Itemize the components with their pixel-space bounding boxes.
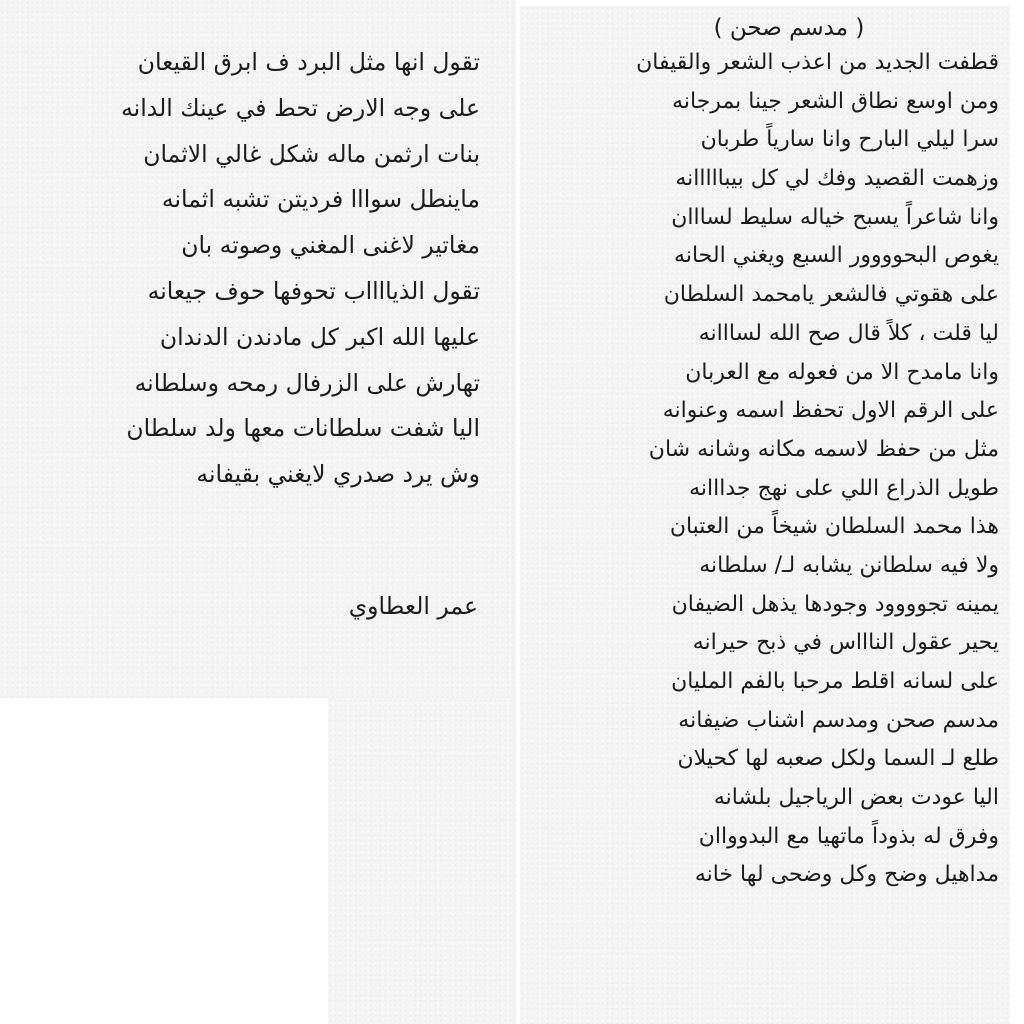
verse-line: ومن اوسع نطاق الشعر جينا بمرجانه bbox=[672, 88, 999, 114]
verse-line: اليا عودت بعض الرياجيل بلشانه bbox=[713, 785, 999, 811]
verse-line: بنات ارثمن ماله شكل غالي الاثمان bbox=[143, 139, 480, 168]
verse-line: مغاتير لاغنى المغني وصوته بان bbox=[181, 231, 480, 260]
verse-line: مداهيل وضح وكل وضحى لها خانه bbox=[694, 862, 999, 888]
poem-title: ( مدسم صحن ) bbox=[713, 15, 865, 41]
verse-line: سرا ليلي البارح وانا سارياً طربان bbox=[700, 127, 999, 153]
verse-line: عليها الله اكبر كل مادندن الدندان bbox=[159, 322, 480, 351]
verse-line: اليا شفت سلطانات معها ولد سلطان bbox=[126, 414, 480, 443]
verse-line: ليا قلت ، كلاً قال صح الله لسااانه bbox=[698, 320, 999, 346]
poem-left-column bbox=[20, 40, 480, 498]
verse-line: يمينه تجوووود وجودها يذهل الضيفان bbox=[671, 591, 999, 617]
verse-line: وش يرد صدري لايغني بقيفانه bbox=[196, 460, 480, 489]
verse-line: على الرقم الاول تحفظ اسمه وعنوانه bbox=[662, 398, 999, 424]
verse-line: هذا محمد السلطان شيخاً من العتبان bbox=[669, 514, 999, 540]
verse-line: وانا شاعراً يسبح خياله سليط لسااان bbox=[671, 204, 999, 230]
verse-line: طويل الذراع اللي على نهج جدااانه bbox=[689, 475, 999, 501]
verse-line: وانا مامدح الا من فعوله مع العربان bbox=[685, 359, 999, 385]
poem-right-column bbox=[539, 12, 999, 895]
verse-line: ولا فيه سلطانن يشابه لـ/ سلطانه bbox=[699, 552, 999, 578]
verse-line: وفرق له بذوداً ماتهيا مع البدوواان bbox=[698, 823, 999, 849]
verse-line: يغوص البحوووور السبع ويغني الحانه bbox=[674, 243, 999, 269]
verse-line: وزهمت القصيد وفك لي كل بيبااااانه bbox=[675, 166, 999, 192]
poem-paper-left-extension bbox=[328, 698, 516, 1024]
verse-line: على هقوتي فالشعر يامحمد السلطان bbox=[663, 282, 999, 308]
verse-line: على وجه الارض تحط في عينك الدانه bbox=[121, 93, 480, 122]
verse-line: يحير عقول الناااس في ذبح حيرانه bbox=[692, 630, 999, 656]
verse-line: على لسانه اقلط مرحبا بالفم المليان bbox=[671, 669, 999, 694]
verse-line: تهارش على الزرفال رمحه وسلطانه bbox=[134, 368, 480, 397]
verse-line: تقول الذيااااب تحوفها حوف جيعانه bbox=[147, 276, 480, 305]
verse-line: مثل من حفظ لاسمه مكانه وشانه شان bbox=[648, 436, 999, 462]
poet-signature: عمر العطاوي bbox=[348, 592, 478, 620]
verse-line: تقول انها مثل البرد ف ابرق القيعان bbox=[137, 48, 480, 76]
verse-line: طلع لـ السما ولكل صعبه لها كحيلان bbox=[677, 746, 999, 772]
verse-line: ماينطل سوااا فرديتن تشبه اثمانه bbox=[161, 185, 480, 214]
verse-line: قطفت الجديد من اعذب الشعر والقيفان bbox=[636, 50, 999, 75]
verse-line: مدسم صحن ومدسم اشناب ضيفانه bbox=[678, 707, 999, 733]
